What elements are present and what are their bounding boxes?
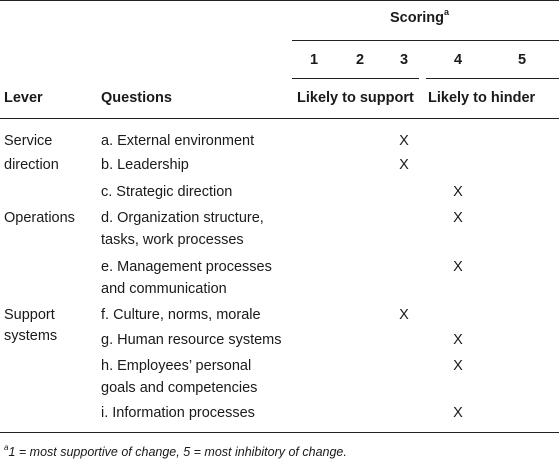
score-mark: X <box>453 210 463 226</box>
question-cell: e. Management processes <box>101 259 272 275</box>
lever-cell: Service <box>4 133 53 149</box>
score-mark: X <box>453 184 463 200</box>
score-mark: X <box>399 133 409 149</box>
scoring-header: Scoring$^a$ <box>390 7 449 26</box>
score-1: 1 <box>309 52 319 68</box>
support-rule <box>292 78 419 79</box>
lever-cell-line2: systems <box>4 328 58 344</box>
score-mark: X <box>453 259 463 275</box>
likely-hinder-header: Likely to hinder <box>428 90 536 106</box>
score-mark: X <box>399 307 409 323</box>
score-3: 3 <box>399 52 409 68</box>
bottom-rule <box>0 432 559 433</box>
questions-header: Questions <box>101 90 172 106</box>
score-2: 2 <box>355 52 365 68</box>
question-cell: g. Human resource systems <box>101 332 282 348</box>
score-5: 5 <box>517 52 527 68</box>
scoring-rule <box>292 40 559 41</box>
hinder-rule <box>426 78 559 79</box>
footnote: $^a$1 = most supportive of change, 5 = most inhibitory of change. <box>4 443 347 459</box>
question-cell: b. Leadership <box>101 157 189 173</box>
lever-cell: direction <box>4 157 59 173</box>
score-mark: X <box>453 405 463 421</box>
question-cell: h. Employees’ personal <box>101 358 252 374</box>
score-4: 4 <box>453 52 463 68</box>
score-mark: X <box>453 358 463 374</box>
top-rule <box>0 0 559 1</box>
score-mark: X <box>453 332 463 348</box>
score-mark: X <box>399 157 409 173</box>
question-cell: d. Organization structure, <box>101 210 264 226</box>
question-cell: c. Strategic direction <box>101 184 233 200</box>
header-rule <box>0 118 559 119</box>
question-cell: i. Information processes <box>101 405 255 421</box>
lever-cell: Operations <box>4 210 75 226</box>
question-cell: f. Culture, norms, morale <box>101 307 261 323</box>
question-cell-line2: and communication <box>101 281 227 297</box>
lever-header: Lever <box>4 90 43 106</box>
question-cell: a. External environment <box>101 133 255 149</box>
question-cell-line2: goals and competencies <box>101 380 258 396</box>
question-cell-line2: tasks, work processes <box>101 232 244 248</box>
lever-cell: Support <box>4 307 55 323</box>
likely-support-header: Likely to support <box>297 90 414 106</box>
